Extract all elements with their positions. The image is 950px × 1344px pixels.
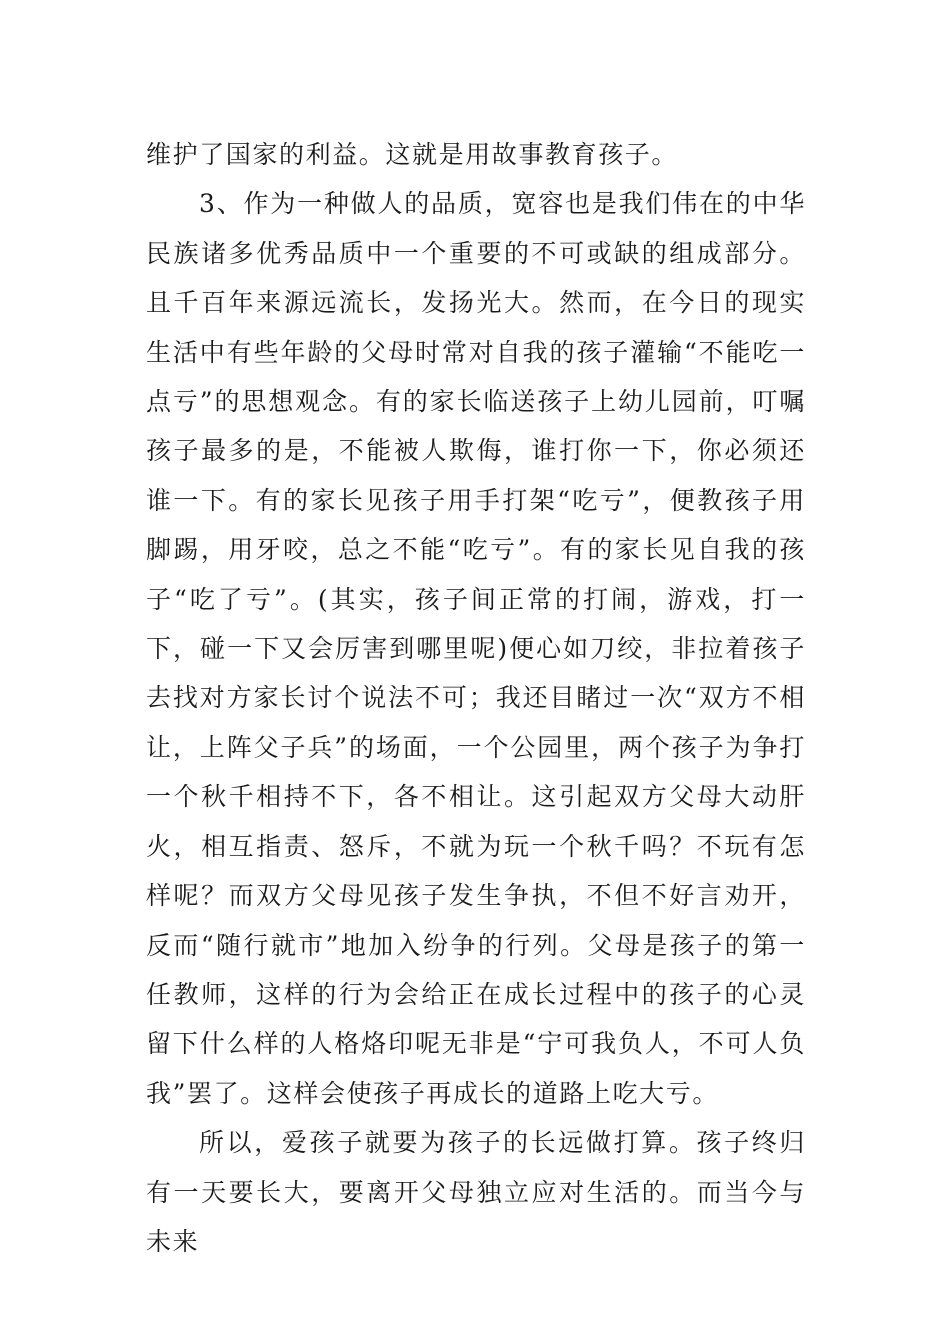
paragraph-1: 维护了国家的利益。这就是用故事教育孩子。 <box>146 140 679 169</box>
paragraph-2: 3、作为一种做人的品质，宽容也是我们伟在的中华民族诸多优秀品质中一个重要的不可或缺的组成部分。且千百年来源远流长，发扬光大。然而，在今日的现实生活中有些年龄的父母时常对自我的孩子灌输“不能吃一点亏”的思想观念。有的家长临送孩子上幼儿园前，叮嘱孩子最多的是，不能被人欺侮，谁打你一下，你必须还谁一下。有的家长见孩子用手打架“吃亏”，便教孩子用脚踢，用牙咬，总之不能“吃亏”。有的家长见自我的孩子“吃了亏”。(其实，孩子间正常的打闹，游戏，打一下，碰一下又会厉害到哪里呢)便心如刀绞，非拉着孩子去找对方家长讨个说法不可；我还目睹过一次“双方不相让，上阵父子兵”的场面，一个公园里，两个孩子为争打一个秋千相持不下，各不相让。这引起双方父母大动肝火，相互指责、怒斥，不就为玩一个秋千吗？不玩有怎样呢？而双方父母见孩子发生争执，不但不好言劝开，反而“随行就市”地加入纷争的行列。父母是孩子的第一任教师，这样的行为会给正在成长过程中的孩子的心灵留下什么样的人格烙印呢无非是“宁可我负人，不可人负我”罢了。这样会使孩子再成长的道路上吃大亏。 <box>146 189 806 1108</box>
paragraph-3: 所以，爱孩子就要为孩子的长远做打算。孩子终归有一天要长大，要离开父母独立应对生活的。而当今与未来 <box>146 1128 806 1256</box>
document-body <box>146 130 806 1266</box>
